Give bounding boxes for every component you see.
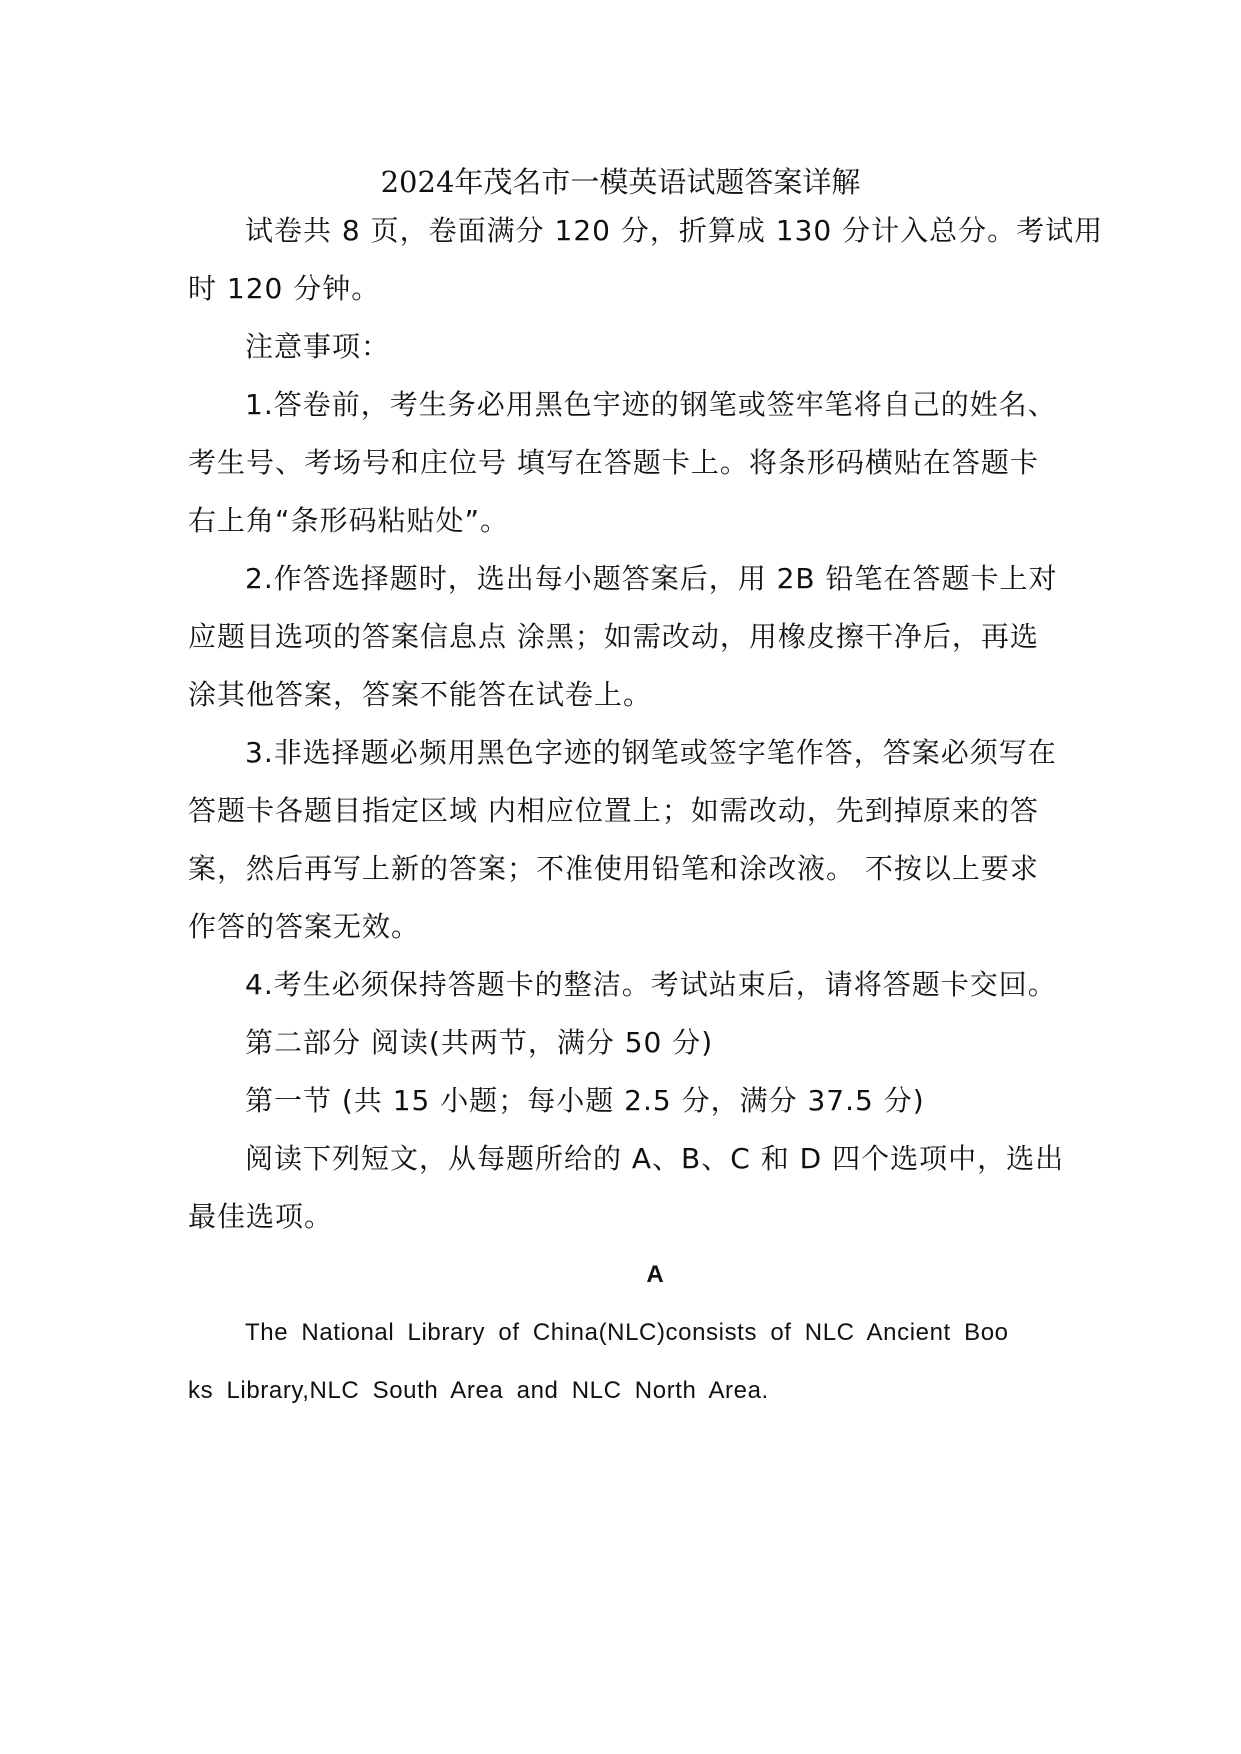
document-title: 2024年茂名市一模英语试题答案详解 <box>380 165 861 199</box>
notice-heading: 注意事项： <box>245 330 391 363</box>
passage-label: A <box>646 1261 664 1288</box>
instruction-line-1: 阅读下列短文，从每题所给的 A、B、C 和 D 四个选项中，选出 <box>245 1142 1065 1175</box>
note-3-line-3: 案，然后再写上新的答案；不准使用铅笔和涂改液。 不按以上要求 <box>188 852 1039 885</box>
note-4-line-1: 4.考生必须保持答题卡的整洁。考试站束后，请将答题卡交回。 <box>245 968 1057 1001</box>
note-1-line-2: 考生号、考场号和庄位号 填写在答题卡上。将条形码横贴在答题卡 <box>188 446 1039 479</box>
intro-line-2: 时 120 分钟。 <box>188 272 381 305</box>
passage-line-2: ks Library,NLC South Area and NLC North Area. <box>188 1377 769 1404</box>
note-3-line-1: 3.非选择题必频用黑色字迹的钢笔或签字笔作答，答案必须写在 <box>245 736 1057 769</box>
note-1-line-1: 1.答卷前，考生务必用黑色宇迹的钢笔或签牢笔将自己的姓名、 <box>245 388 1057 421</box>
instruction-line-2: 最佳选项。 <box>188 1200 334 1233</box>
note-2-line-3: 涂其他答案，答案不能答在试卷上。 <box>188 678 653 711</box>
note-3-line-2: 答题卡各题目指定区域 内相应位置上；如需改动，先到掉原来的答 <box>188 794 1039 827</box>
note-2-line-2: 应题目选项的答案信息点 涂黑；如需改动，用橡皮擦干净后，再选 <box>188 620 1039 653</box>
section-heading: 第一节 (共 15 小题；每小题 2.5 分，满分 37.5 分) <box>245 1084 925 1117</box>
part-heading: 第二部分 阅读(共两节，满分 50 分) <box>245 1026 714 1059</box>
intro-line-1: 试卷共 8 页，卷面满分 120 分，折算成 130 分计入总分。考试用 <box>245 214 1104 247</box>
note-1-line-3: 右上角“条形码粘贴处”。 <box>188 504 510 537</box>
note-3-line-4: 作答的答案无效。 <box>188 910 421 943</box>
passage-line-1: The National Library of China(NLC)consists of NLC Ancient Boo <box>245 1319 1009 1346</box>
note-2-line-1: 2.作答选择题时，选出每小题答案后，用 2B 铅笔在答题卡上对 <box>245 562 1058 595</box>
